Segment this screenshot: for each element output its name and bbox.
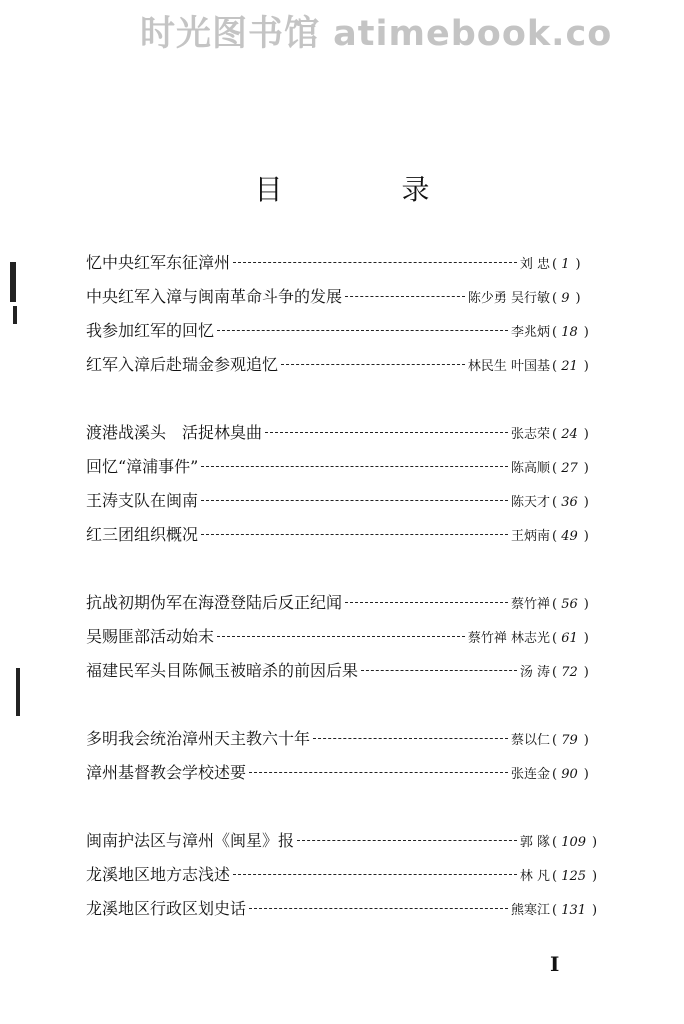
dot-leader	[201, 500, 508, 501]
toc-entry[interactable]	[86, 760, 606, 794]
page-num: 24	[561, 427, 578, 442]
page-num: 61	[561, 631, 578, 646]
paren-close: )	[583, 529, 589, 544]
paren-open: (	[552, 325, 562, 340]
entry-page	[552, 835, 606, 850]
toc-entry[interactable]	[86, 828, 606, 862]
entry-title: 渡港战溪头 活捉林臭曲	[86, 423, 263, 442]
paren-open: (	[552, 767, 562, 782]
paren-open: (	[552, 291, 562, 306]
entry-author: 陈少勇 吴行敏	[467, 291, 550, 306]
entry-page	[552, 495, 606, 510]
toc-group	[86, 590, 606, 692]
paren-open: (	[552, 495, 562, 510]
entry-title: 王涛支队在闽南	[86, 491, 199, 510]
entry-page	[552, 461, 606, 476]
page-num: 56	[561, 597, 578, 612]
toc-entry[interactable]	[86, 352, 606, 386]
paren-open: (	[552, 529, 562, 544]
paren-open: (	[552, 461, 562, 476]
entry-title: 红三团组织概况	[86, 525, 199, 544]
paren-open: (	[552, 835, 562, 850]
dot-leader	[313, 738, 508, 739]
entry-author: 汤 涛	[519, 665, 550, 680]
entry-author: 张连金	[510, 767, 550, 782]
entry-page	[552, 529, 606, 544]
toc-entry[interactable]	[86, 454, 606, 488]
page-title: 目 录	[254, 173, 485, 206]
entry-author: 林民生 叶国基	[467, 359, 550, 374]
entry-page	[552, 291, 606, 306]
toc-entry[interactable]	[86, 658, 606, 692]
paren-close: )	[583, 597, 589, 612]
watermark: 时光图书馆 atimebook.co	[140, 14, 613, 54]
dot-leader	[281, 364, 465, 365]
toc-entry[interactable]	[86, 726, 606, 760]
entry-title: 龙溪地区地方志浅述	[86, 865, 231, 884]
entry-author: 张志荣	[510, 427, 550, 442]
paren-open: (	[552, 597, 562, 612]
entry-author: 郭 隊	[519, 835, 550, 850]
toc-entry[interactable]	[86, 250, 606, 284]
entry-page	[552, 733, 606, 748]
page-num: 9	[561, 291, 570, 306]
paren-close: )	[583, 631, 589, 646]
entry-title: 龙溪地区行政区划史话	[86, 899, 247, 918]
toc-entry[interactable]	[86, 284, 606, 318]
paren-close: )	[583, 427, 589, 442]
entry-author: 王炳南	[510, 529, 550, 544]
dot-leader	[297, 840, 517, 841]
entry-author: 陈高顺	[510, 461, 550, 476]
dot-leader	[345, 296, 465, 297]
paren-open: (	[552, 427, 562, 442]
paren-close: )	[583, 325, 589, 340]
entry-page	[552, 665, 606, 680]
dot-leader	[249, 908, 508, 909]
toc-entry[interactable]	[86, 522, 606, 556]
entry-page	[552, 767, 606, 782]
toc-entry[interactable]	[86, 624, 606, 658]
entry-page	[552, 869, 606, 884]
entry-page	[552, 903, 606, 918]
dot-leader	[233, 874, 517, 875]
entry-title: 红军入漳后赴瑞金参观追忆	[86, 355, 279, 374]
page-num: 49	[561, 529, 578, 544]
entry-author: 李兆炳	[510, 325, 550, 340]
entry-author: 蔡竹禅 林志光	[467, 631, 550, 646]
entry-page	[552, 631, 606, 646]
paren-close: )	[592, 835, 598, 850]
entry-author: 林 凡	[519, 869, 550, 884]
page-num: 18	[561, 325, 578, 340]
paren-open: (	[552, 665, 562, 680]
toc-entry[interactable]	[86, 420, 606, 454]
toc-group	[86, 420, 606, 556]
paren-close: )	[583, 665, 589, 680]
toc-entry[interactable]	[86, 896, 606, 930]
dot-leader	[233, 262, 517, 263]
entry-title: 回忆“漳浦事件”	[86, 457, 199, 476]
entry-title: 闽南护法区与漳州《闽星》报	[86, 831, 295, 850]
dot-leader	[217, 636, 465, 637]
toc-entry[interactable]	[86, 488, 606, 522]
entry-author: 刘 忠	[519, 257, 550, 272]
paren-close: )	[592, 869, 598, 884]
page-num: 109	[561, 835, 587, 850]
entry-title: 抗战初期伪军在海澄登陆后反正纪闻	[86, 593, 343, 612]
page-num: 131	[561, 903, 587, 918]
toc-group	[86, 828, 606, 930]
dot-leader	[249, 772, 508, 773]
entry-page	[552, 325, 606, 340]
entry-page	[552, 257, 606, 272]
toc-entry[interactable]	[86, 862, 606, 896]
toc-group	[86, 726, 606, 794]
toc-group	[86, 250, 606, 386]
paren-close: )	[583, 359, 589, 374]
scan-mark	[13, 306, 17, 324]
entry-title: 我参加红军的回忆	[86, 321, 215, 340]
paren-close: )	[583, 733, 589, 748]
entry-author: 陈天才	[510, 495, 550, 510]
paren-close: )	[592, 903, 598, 918]
dot-leader	[361, 670, 517, 671]
paren-close: )	[583, 461, 589, 476]
page-num: 27	[561, 461, 578, 476]
dot-leader	[345, 602, 508, 603]
dot-leader	[217, 330, 508, 331]
page-num: 36	[561, 495, 578, 510]
page-number: I	[550, 952, 560, 976]
entry-title: 忆中央红军东征漳州	[86, 253, 231, 272]
paren-open: (	[552, 359, 562, 374]
entry-author: 熊寒江	[510, 903, 550, 918]
paren-open: (	[552, 869, 562, 884]
page-num: 1	[561, 257, 570, 272]
entry-page	[552, 427, 606, 442]
paren-open: (	[552, 257, 562, 272]
toc-entry[interactable]	[86, 318, 606, 352]
paren-open: (	[552, 733, 562, 748]
paren-close: )	[575, 291, 581, 306]
paren-close: )	[575, 257, 581, 272]
entry-page	[552, 359, 606, 374]
page-num: 21	[561, 359, 578, 374]
paren-close: )	[583, 767, 589, 782]
dot-leader	[201, 534, 508, 535]
entry-title: 福建民军头目陈佩玉被暗杀的前因后果	[86, 661, 359, 680]
page-num: 72	[561, 665, 578, 680]
paren-open: (	[552, 631, 562, 646]
scan-mark	[16, 668, 20, 716]
entry-author: 蔡以仁	[510, 733, 550, 748]
page-num: 125	[561, 869, 587, 884]
entry-page	[552, 597, 606, 612]
entry-title: 漳州基督教会学校述要	[86, 763, 247, 782]
table-of-contents	[86, 250, 606, 964]
dot-leader	[265, 432, 508, 433]
paren-open: (	[552, 903, 562, 918]
entry-title: 吴赐匪部活动始末	[86, 627, 215, 646]
dot-leader	[201, 466, 508, 467]
entry-author: 蔡竹禅	[510, 597, 550, 612]
paren-close: )	[583, 495, 589, 510]
page-num: 90	[561, 767, 578, 782]
page-num: 79	[561, 733, 578, 748]
entry-title: 中央红军入漳与闽南革命斗争的发展	[86, 287, 343, 306]
entry-title: 多明我会统治漳州天主教六十年	[86, 729, 311, 748]
toc-entry[interactable]	[86, 590, 606, 624]
scan-mark	[10, 262, 16, 302]
